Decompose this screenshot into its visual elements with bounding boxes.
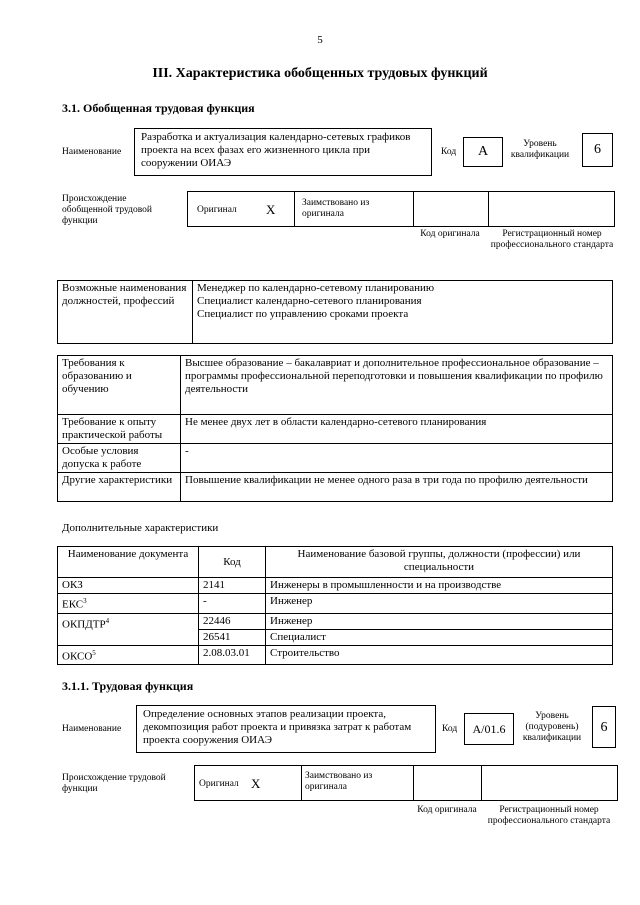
- doc-cell: [58, 594, 199, 614]
- header-doc: Наименование документа: [58, 547, 199, 578]
- divider: [301, 766, 302, 800]
- page-number: 5: [317, 34, 323, 46]
- doc-footnote: 3: [83, 597, 87, 605]
- position-line: Специалист календарно-сетевого планирования: [197, 295, 422, 307]
- name-cell: Инженер: [266, 613, 613, 629]
- divider: [488, 192, 489, 226]
- divider: [413, 766, 414, 800]
- divider: [294, 192, 295, 226]
- code-label: Код: [441, 147, 457, 157]
- positions-label: Возможные наименования должностей, профессий: [58, 281, 193, 344]
- name-value-box: [134, 128, 432, 176]
- tf-borrowed-label: Заимствовано из оригинала: [305, 771, 373, 792]
- req-value: Высшее образование – бакалавриат и дополнительное профессиональное образование – программы профессиональной переподготовки и повышения квалификации по профилю деятельности: [181, 356, 613, 415]
- doc-cell: [58, 613, 199, 645]
- doc-name: ОКПДТР: [62, 618, 106, 631]
- tf-name-value: Определение основных этапов реализации проекта, декомпозиция работ проекта и привязка затрат к работам проекта сооружения ОИАЭ: [143, 708, 412, 746]
- position-line: Менеджер по календарно-сетевому планированию: [197, 282, 435, 294]
- tf-name-value-box: [136, 705, 436, 753]
- doc-footnote: 4: [105, 616, 110, 625]
- tf-origin-table: [194, 765, 618, 801]
- tf-reg-caption: Регистрационный номер профессионального стандарта: [487, 805, 611, 826]
- code-cell: 2.08.03.01: [199, 645, 266, 665]
- doc-cell: [58, 578, 199, 594]
- req-value: -: [181, 444, 613, 473]
- origin-label: Происхождение обобщенной трудовой функции: [62, 194, 152, 226]
- tf-origin-label: Происхождение трудовой функции: [62, 773, 166, 794]
- req-label: Требование к опыту практической работы: [58, 415, 181, 444]
- heading-3-1: 3.1. Обобщенная трудовая функция: [62, 101, 255, 115]
- doc-cell: [58, 645, 199, 665]
- header-code: Код: [199, 547, 266, 578]
- tf-code-value: А/01.6: [464, 713, 514, 745]
- name-cell: Инженер: [266, 594, 613, 614]
- tf-code-label: Код: [442, 724, 458, 734]
- level-label: Уровень квалификации: [510, 139, 570, 160]
- divider: [481, 766, 482, 800]
- code-cell: 2141: [199, 578, 266, 594]
- code-cell: 26541: [199, 629, 266, 645]
- additional-title: Дополнительные характеристики: [62, 522, 219, 534]
- tf-original-mark: Х: [251, 776, 261, 791]
- name-label: Наименование: [62, 147, 122, 157]
- req-value: Не менее двух лет в области календарно-сетевого планирования: [181, 415, 613, 444]
- tf-orig-code-caption: Код оригинала: [417, 805, 477, 815]
- name-cell: Специалист: [266, 629, 613, 645]
- name-value: Разработка и актуализация календарно-сетевых графиков проекта на всех фазах его жизненного цикла при сооружении ОИАЭ: [141, 131, 411, 169]
- name-cell: Инженеры в промышленности и на производстве: [266, 578, 613, 594]
- req-label: Требования к образованию и обучению: [58, 356, 181, 415]
- tf-level-label: Уровень (подуровень) квалификации: [522, 711, 582, 743]
- additional-table: [57, 546, 613, 665]
- tf-original-label: Оригинал: [199, 779, 239, 789]
- positions-values: [193, 281, 613, 344]
- positions-table: [57, 280, 613, 344]
- code-cell: 22446: [199, 613, 266, 629]
- orig-code-caption: Код оригинала: [420, 229, 480, 239]
- header-name: Наименование базовой группы, должности (профессии) или специальности: [266, 547, 613, 578]
- doc-name: ЕКС: [62, 598, 84, 611]
- doc-footnote: 5: [92, 648, 96, 657]
- requirements-table: [57, 355, 613, 502]
- origin-table: [187, 191, 615, 227]
- tf-level-value: 6: [592, 706, 616, 748]
- heading-3-1-1: 3.1.1. Трудовая функция: [62, 679, 194, 693]
- level-value: 6: [582, 133, 613, 167]
- req-label: Другие характеристики: [58, 473, 181, 502]
- tf-name-label: Наименование: [62, 724, 122, 734]
- original-mark: X: [266, 202, 276, 217]
- code-value: А: [463, 137, 503, 167]
- borrowed-label: Заимствовано из оригинала: [302, 198, 370, 219]
- name-cell: Строительство: [266, 645, 613, 665]
- divider: [413, 192, 414, 226]
- reg-caption: Регистрационный номер профессионального стандарта: [490, 229, 614, 250]
- original-label: Оригинал: [197, 205, 237, 215]
- doc-name: ОКЗ: [62, 579, 83, 591]
- doc-name: ОКСО: [62, 650, 93, 663]
- code-cell: -: [199, 594, 266, 614]
- position-line: Специалист по управлению сроками проекта: [197, 308, 409, 320]
- req-label: Особые условия допуска к работе: [58, 444, 181, 473]
- section-title: III. Характеристика обобщенных трудовых функций: [152, 66, 488, 81]
- req-value: Повышение квалификации не менее одного раза в три года по профилю деятельности: [181, 473, 613, 502]
